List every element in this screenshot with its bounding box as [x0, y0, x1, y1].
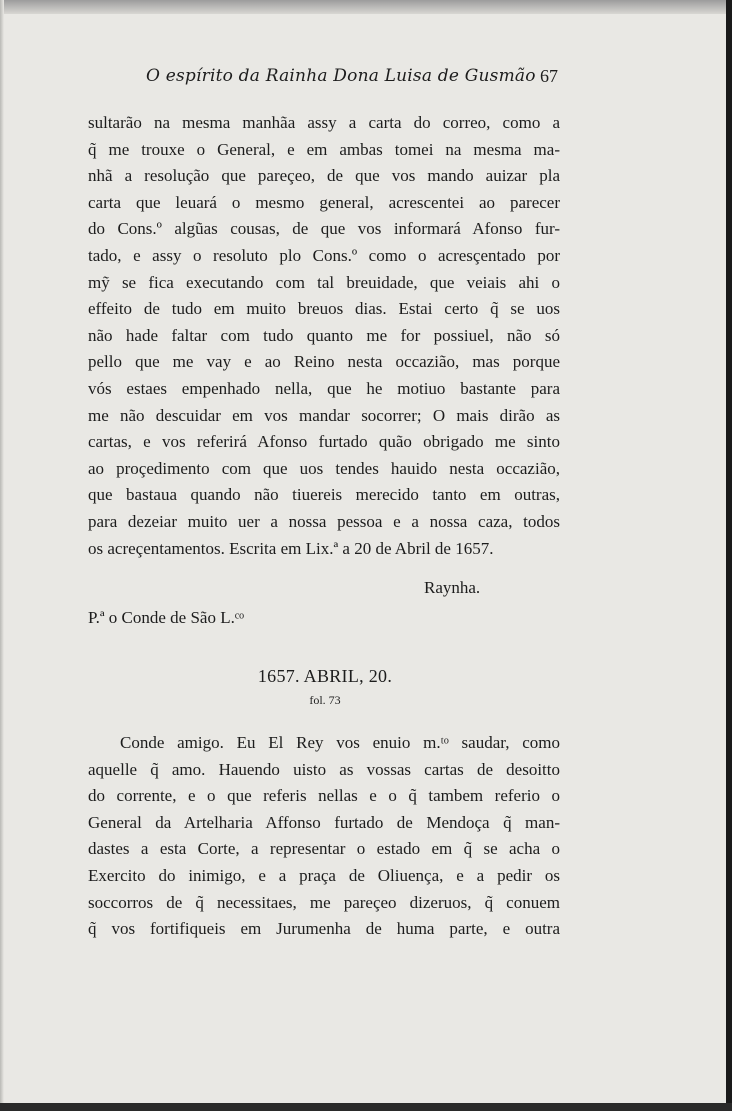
scan-edge-top: [0, 0, 732, 14]
text-line: aquelle q̃ amo. Hauendo uisto as vossas cartas de desoitto: [88, 759, 560, 779]
text-line: mỹ se fica executando com tal breuidade, que veiais ahi o: [88, 272, 560, 292]
scan-edge-bottom: [0, 1103, 732, 1111]
text-line: pello que me vay e ao Reino nesta occazião, mas porque: [88, 352, 560, 372]
text-line: effeito de tudo em muito breuos dias. Estai certo q̃ se uos: [88, 299, 560, 319]
text-line: q̃ vos fortifiqueis em Jurumenha de huma parte, e outra: [88, 919, 560, 939]
text-line: q̃ me trouxe o General, e em ambas tomei na mesma ma-: [88, 139, 560, 159]
scan-edge-right: [726, 0, 732, 1111]
text-line: tado, e assy o resoluto plo Cons.º como o acresçentado por: [88, 245, 560, 265]
page-number: 67: [540, 66, 558, 86]
letter-2-body: [88, 730, 560, 943]
text-line: me não descuidar em vos mandar socorrer; O mais dirão as: [88, 405, 560, 425]
text-line: os acreçentamentos. Escrita em Lix.ª a 20 de Abril de 1657.: [88, 538, 494, 558]
text-line: carta que leuará o mesmo general, acrescentei ao parecer: [88, 192, 560, 212]
text-line: cartas, e vos referirá Afonso furtado quão obrigado me sinto: [88, 432, 560, 452]
signature: Raynha.: [424, 578, 481, 597]
text-line: para dezeiar muito uer a nossa pessoa e a nossa caza, todos: [88, 511, 560, 531]
text-line: nhã a resolução que pareçeo, de que vos mando auizar pla: [88, 166, 560, 186]
text-line: Exercito do inimigo, e a praça de Oliuença, e a pedir os: [88, 865, 560, 885]
folio-reference: fol. 73: [309, 693, 341, 707]
addressee: P.ª o Conde de São L.ᶜᵒ: [88, 608, 245, 627]
text-line: vós estaes empenhado nella, que he motiuo bastante para: [88, 378, 560, 398]
text-line: Conde amigo. Eu El Rey vos enuio m.ᵗᵒ saudar, como: [120, 733, 560, 752]
text-line: do corrente, e o que referis nellas e o q̃ tambem referio o: [88, 786, 560, 806]
text-line: General da Artelharia Affonso furtado de Mendoça q̃ man-: [88, 812, 560, 832]
letter-date-heading: 1657. ABRIL, 20.: [257, 666, 393, 686]
text-line: do Cons.º algũas cousas, de que vos informará Afonso fur-: [88, 219, 560, 239]
text-line: não hade faltar com tudo quanto me for possiuel, não só: [88, 325, 560, 345]
text-line: dastes a esta Corte, a representar o estado em q̃ se acha o: [88, 839, 560, 859]
text-line: soccorros de q̃ necessitaes, me pareçeo dizeruos, q̃ conuem: [88, 892, 560, 912]
letter-1-body: [88, 110, 560, 562]
running-title: O espírito da Rainha Dona Luisa de Gusmão: [146, 66, 536, 86]
text-line: que bastaua quando não tiuereis merecido tanto em outras,: [88, 485, 560, 505]
text-line: ao proçedimento com que uos tendes hauido nesta occazião,: [88, 458, 560, 478]
text-line: sultarão na mesma manhãa assy a carta do correo, como a: [88, 113, 560, 132]
scan-edge-left: [0, 0, 4, 1111]
